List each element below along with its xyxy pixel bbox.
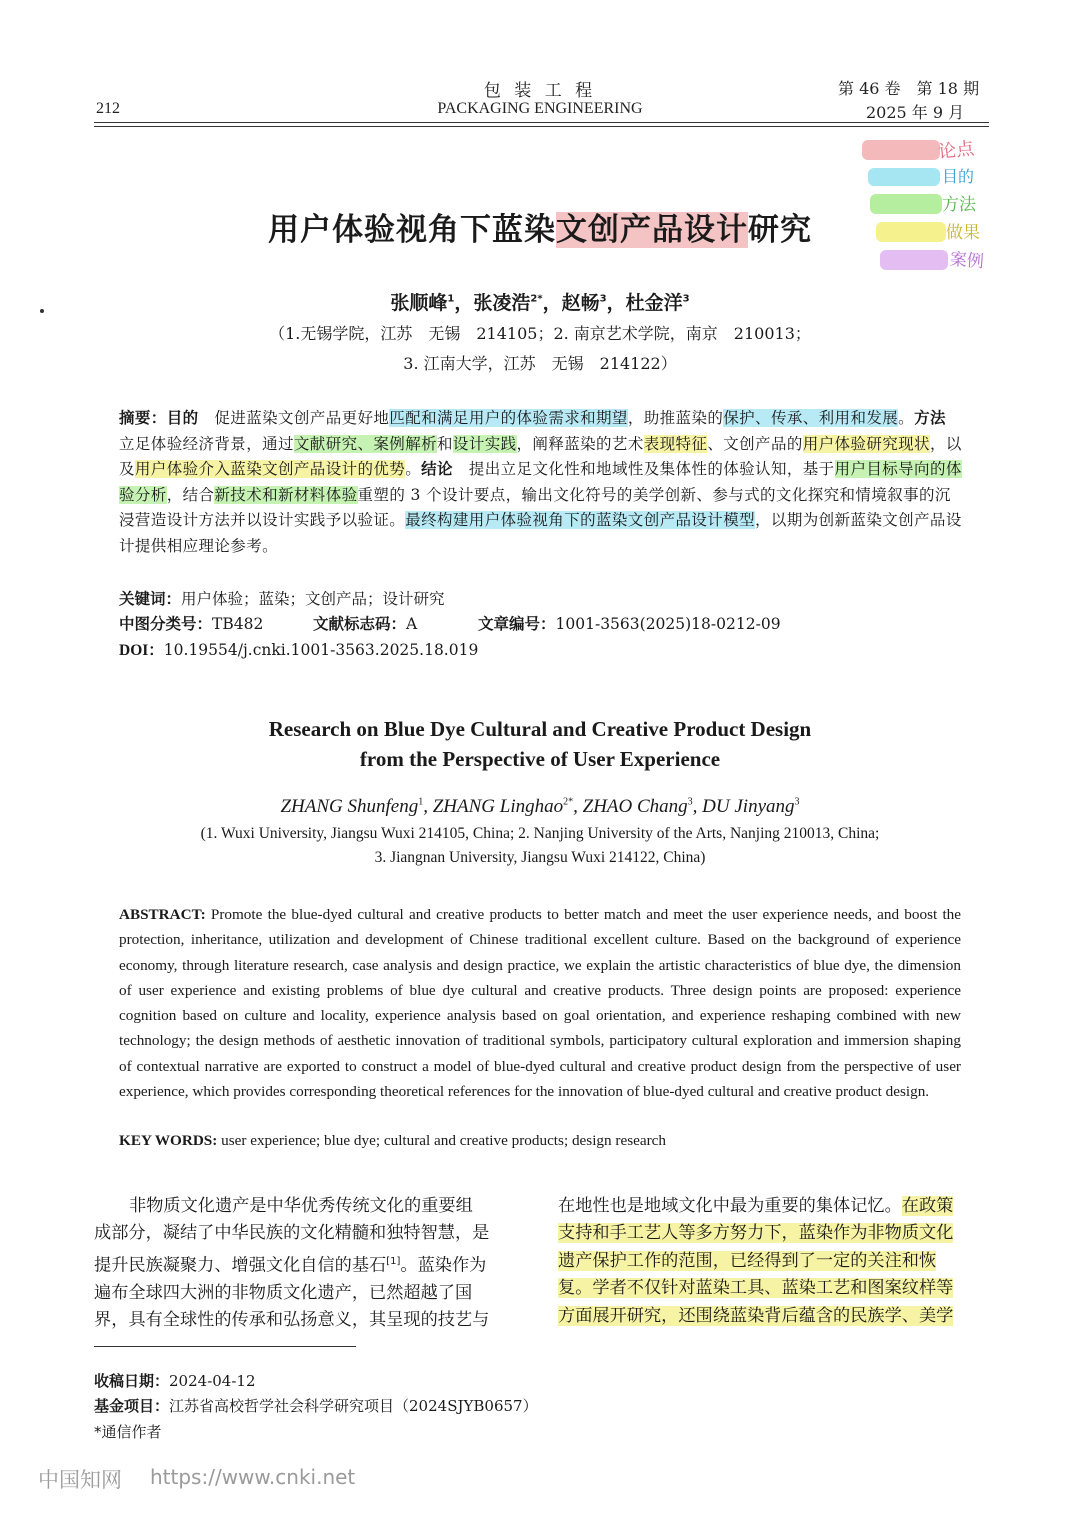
legend-label-method: 方法	[942, 195, 976, 215]
author-list: 张顺峰$^1$，张凌浩$^{2*}$，赵畅$^3$，杜金洋$^3$	[390, 292, 690, 314]
legend-label-case: 案例	[949, 249, 985, 273]
author-list-en: ZHANG Shunfeng$^1$, ZHANG Linghao$^{2*}$, ZHAO Chang$^3$, DU Jinyang$^3$	[280, 796, 800, 817]
header-rule	[94, 122, 989, 123]
body-left-column	[94, 1193, 524, 1335]
paper-title: 用户体验视角下蓝染文创产品设计研究	[268, 212, 812, 248]
citation-ref[interactable]: [1]	[386, 1255, 401, 1267]
stray-dot	[40, 309, 44, 313]
legend-swatch-cyan	[868, 168, 940, 186]
legend-label-purpose: 目的	[942, 167, 975, 186]
volume-issue: 第 46 卷 第 18 期	[838, 79, 980, 98]
body-right-line: 在地性也是地域文化中最为重要的集体记忆。在政策	[558, 1196, 954, 1216]
body-right-line: 支持和手工艺人等多方努力下，蓝染作为非物质文化	[558, 1223, 954, 1244]
keywords-cn: 关键词：用户体验；蓝染；文创产品；设计研究	[119, 590, 445, 608]
received-date: 收稿日期：2024-04-12	[94, 1372, 256, 1390]
page-number: 212	[96, 100, 120, 117]
clc-number: 中图分类号：TB482	[119, 615, 264, 633]
title-en-line-1: Research on Blue Dye Cultural and Creative Product Design	[268, 717, 812, 741]
body-left-line: 成部分，凝结了中华民族的文化精髓和独特智慧，是	[94, 1223, 490, 1244]
article-number: 文章编号：1001-3563(2025)18-0212-09	[478, 615, 781, 633]
title-highlight: 文创产品设计	[556, 212, 748, 248]
keywords-en: KEY WORDS: user experience; blue dye; cultural and creative products; design research	[119, 1132, 666, 1149]
cnki-watermark-name: 中国知网	[38, 1468, 122, 1492]
footnote-rule	[94, 1346, 356, 1347]
corresponding-author: *通信作者	[94, 1423, 162, 1441]
title-en-line-2: from the Perspective of User Experience	[359, 747, 721, 771]
abstract-cn: 摘要：目的 促进蓝染文创产品更好地匹配和满足用户的体验需求和期望，助推蓝染的保护、传承、利用和发展。方法 立足体验经济背景，通过文献研究、案例解析和设计实践，阐释蓝染的艺术表现特征、文创产品的用户体验研究现状，以及用户体验介入蓝染文创产品设计的优势。结论 提出立足文化性和地域性及集体性的体验认知，基于用户目标导向的体验分析，结合新技术和新材料体验重塑的 3 个设计要点，输出文化符号的美学创新、参与式的文化探究和情境叙事的沉浸营造设计方法并以设计实践予以验证。最终构建用户体验视角下的蓝染文创产品设计模型，以期为创新蓝染文创产品设计提供相应理论参考。	[119, 409, 962, 555]
body-right-line: 方面展开研究，还围绕蓝染背后蕴含的民族学、美学	[558, 1305, 954, 1326]
legend-label-result: 做果	[946, 223, 980, 243]
fund-project: 基金项目：江苏省高校哲学社会科学研究项目（2024SJYB0657）	[94, 1397, 538, 1415]
journal-name-en: PACKAGING ENGINEERING	[437, 100, 643, 117]
legend-swatch-red	[862, 140, 940, 160]
affiliation-line-2: 3. 江南大学，江苏 无锡 214122）	[403, 354, 677, 373]
document-code: 文献标志码：A	[313, 615, 418, 633]
legend-swatch-purple	[880, 250, 948, 270]
header-rule-thin	[94, 126, 989, 127]
issue-date: 2025 年 9 月	[866, 103, 965, 122]
affiliation-en-line-1: (1. Wuxi University, Jiangsu Wuxi 214105, China; 2. Nanjing University of the Arts, Nanjing 210013, China;	[200, 825, 880, 842]
legend-label-argument: 论点	[937, 138, 976, 163]
body-right-line: 复。学者不仅针对蓝染工具、蓝染工艺和图案纹样等	[558, 1278, 954, 1299]
affiliation-en-line-2: 3. Jiangnan University, Jiangsu Wuxi 214122, China)	[374, 849, 706, 866]
body-left-line: 提升民族凝聚力、增强文化自信的基石[1]。蓝染作为	[94, 1255, 487, 1276]
doi: DOI：10.19554/j.cnki.1001-3563.2025.18.019	[119, 641, 479, 659]
body-right-column	[558, 1193, 988, 1330]
body-left-line: 非物质文化遗产是中华优秀传统文化的重要组	[129, 1196, 473, 1216]
body-left-line: 遍布全球四大洲的非物质文化遗产，已然超越了国	[94, 1282, 473, 1303]
journal-name-cn: 包 装 工 程	[483, 81, 597, 101]
body-right-line: 遗产保护工作的范围，已经得到了一定的关注和恢	[558, 1250, 937, 1271]
affiliation-line-1: （1.无锡学院，江苏 无锡 214105；2. 南京艺术学院，南京 210013；	[269, 324, 811, 343]
body-left-line: 界，具有全球性的传承和弘扬意义，其呈现的技艺与	[94, 1310, 490, 1331]
abstract-en: ABSTRACT: Promote the blue-dyed cultural and creative products to better match and meet the user experience needs, and boost the protection, inheritance, utilization and development of Chinese traditional excellent culture. Based on the background of experience economy, through literature research, case analysis and design practice, we explain the artistic characteristics of blue dye, the dimension of user experience and existing problems of blue dye cultural and creative products. Three design points are proposed: experience cognition based on culture and locality, experience analysis based on goal orientation, and experience reshaping combined with new technology; the design methods of aesthetic innovation of traditional symbols, participatory cultural exploration and immersion shaping of contextual narrative are exported to construct a model of blue-dyed cultural and creative product design from the perspective of user experience, which provides corresponding theoretical references for the innovation of blue-dyed cultural and creative product design.	[119, 906, 962, 1101]
cnki-watermark-url[interactable]: https://www.cnki.net	[150, 1465, 356, 1489]
